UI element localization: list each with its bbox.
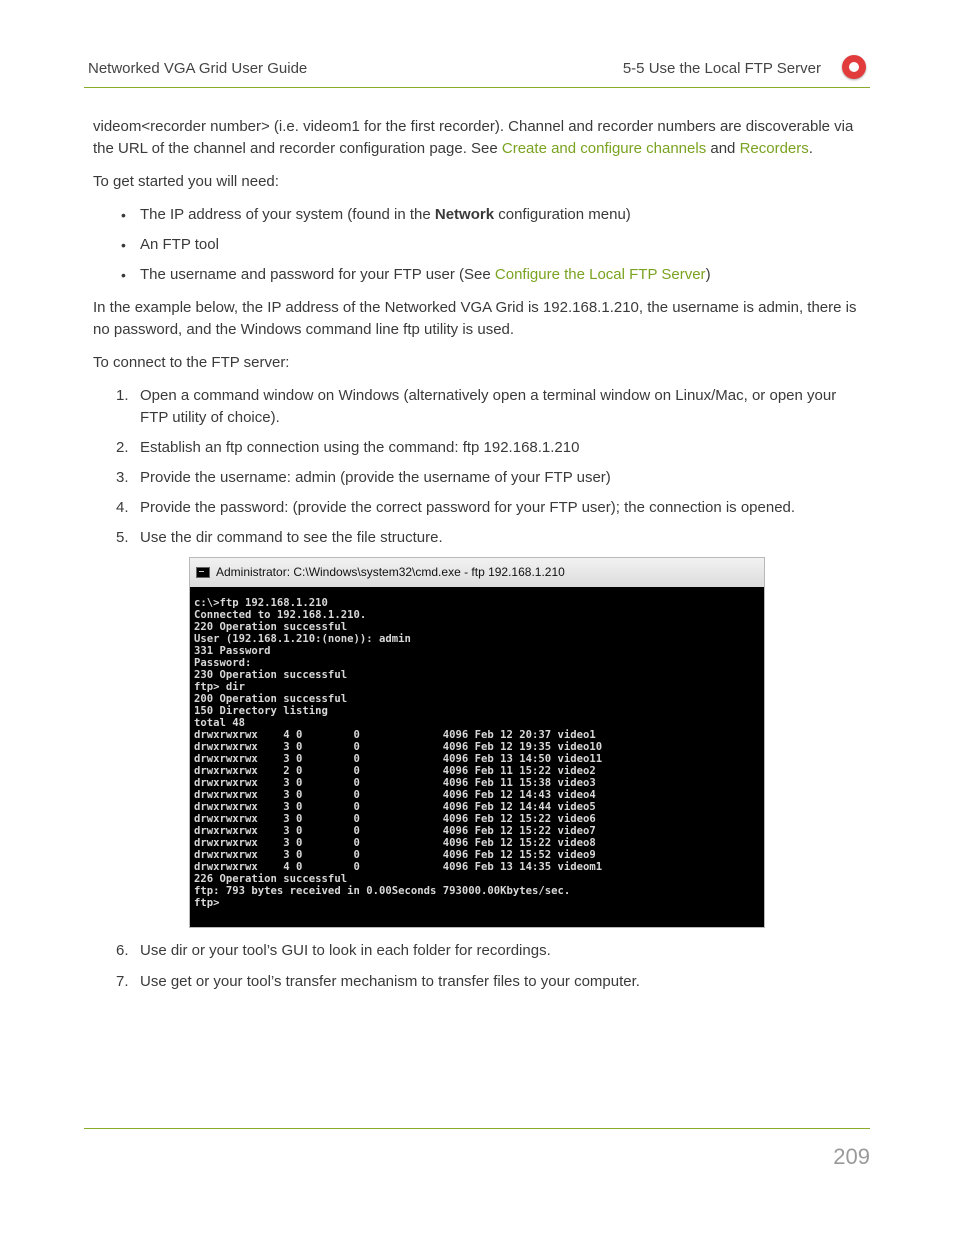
cmd-window-title: Administrator: C:\Windows\system32\cmd.exe - ftp 192.168.1.210 bbox=[216, 565, 565, 579]
step-number: 6. bbox=[116, 942, 129, 959]
intro-period: . bbox=[808, 140, 813, 157]
step-number: 3. bbox=[116, 469, 129, 486]
header-rule bbox=[84, 87, 870, 88]
step-text: Establish an ftp connection using the command: ftp 192.168.1.210 bbox=[140, 439, 580, 456]
list-item bbox=[93, 467, 863, 489]
step-text: Use get or your tool’s transfer mechanism to transfer files to your computer. bbox=[140, 973, 640, 990]
list-item bbox=[93, 497, 863, 519]
list-item: • An FTP tool bbox=[93, 234, 863, 256]
footer-rule bbox=[84, 1128, 870, 1129]
page-content bbox=[93, 116, 863, 557]
list-item bbox=[93, 527, 863, 549]
network-menu-name: Network bbox=[434, 206, 495, 223]
list-item bbox=[93, 204, 863, 226]
record-icon bbox=[842, 55, 866, 79]
step-number: 7. bbox=[116, 973, 129, 990]
step-number: 5. bbox=[116, 529, 129, 546]
step-number: 1. bbox=[116, 387, 129, 404]
intro-text: videom<recorder number> (i.e. videom1 for the first recorder). Channel and recorder numbers are discoverable via the URL of the channel and recorder configuration page. See bbox=[93, 118, 854, 157]
link-configure-local-ftp-server[interactable]: Configure the Local FTP Server bbox=[494, 266, 706, 283]
cmd-window-titlebar bbox=[190, 558, 764, 587]
bullet-text: The IP address of your system (found in the bbox=[140, 206, 435, 223]
intro-and: and bbox=[706, 140, 740, 157]
steps-list bbox=[93, 385, 863, 549]
example-paragraph: In the example below, the IP address of the Networked VGA Grid is 192.168.1.210, the username is admin, there is no password, and the Windows command line ftp utility is used. bbox=[93, 299, 857, 338]
list-item bbox=[93, 971, 863, 993]
step-text: Provide the password: (provide the correct password for your FTP user); the connection is opened. bbox=[140, 499, 796, 516]
list-item bbox=[93, 264, 863, 286]
cmd-prompt-icon bbox=[196, 567, 210, 578]
step-text: Use the dir command to see the file structure. bbox=[140, 529, 443, 546]
bullet-text: configuration menu) bbox=[494, 206, 631, 223]
intro-paragraph bbox=[93, 116, 863, 160]
get-started-paragraph: To get started you will need: bbox=[93, 173, 279, 190]
step-text: Provide the username: admin (provide the username of your FTP user) bbox=[140, 469, 611, 486]
link-recorders[interactable]: Recorders bbox=[739, 140, 809, 157]
step-number: 4. bbox=[116, 499, 129, 516]
list-item bbox=[93, 940, 863, 962]
link-create-configure-channels[interactable]: Create and configure channels bbox=[501, 140, 707, 157]
list-item bbox=[93, 385, 863, 429]
step-text: Open a command window on Windows (alternatively open a terminal window on Linux/Mac, or open your FTP utility of choice). bbox=[140, 387, 837, 426]
step-text: Use dir or your tool’s GUI to look in each folder for recordings. bbox=[140, 942, 551, 959]
step-number: 2. bbox=[116, 439, 129, 456]
running-header-title: Networked VGA Grid User Guide bbox=[88, 60, 308, 77]
bullet-text: ) bbox=[705, 266, 711, 283]
bullet-text: The username and password for your FTP user (See bbox=[140, 266, 495, 283]
running-header-section: 5-5 Use the Local FTP Server bbox=[622, 60, 821, 77]
list-item bbox=[93, 437, 863, 459]
connect-paragraph: To connect to the FTP server: bbox=[93, 354, 290, 371]
requirements-list bbox=[93, 204, 863, 286]
cmd-console-output: c:\>ftp 192.168.1.210 Connected to 192.168.1.210. 220 Operation successful User (192.168.1.210:(none)): admin 331 Password Password: 230 Operation successful ftp> dir 200 Operation successful 150 Directory listing total 48 drwxrwxrwx 4 0 0 4096 Feb 12 20:37 video1 drwxrwxrwx 3 0 0 4096 Feb 12 19:35 video10 drwxrwxrwx 3 0 0 4096 Feb 13 14:50 video11 drwxrwxrwx 2 0 0 4096 Feb 11 15:22 video2 drwxrwxrwx 3 0 0 4096 Feb 11 15:38 video3 drwxrwxrwx 3 0 0 4096 Feb 12 14:43 video4 drwxrwxrwx 3 0 0 4096 Feb 12 14:44 video5 drwxrwxrwx 3 0 0 4096 Feb 12 15:22 video6 drwxrwxrwx 3 0 0 4096 Feb 12 15:22 video7 drwxrwxrwx 3 0 0 4096 Feb 12 15:22 video8 drwxrwxrwx 3 0 0 4096 Feb 12 15:52 video9 drwxrwxrwx 4 0 0 4096 Feb 13 14:35 videom1 226 Operation successful ftp: 793 bytes received in 0.00Seconds 793000.00Kbytes/sec. ftp> bbox=[194, 597, 603, 909]
page-number: 209 bbox=[833, 1144, 870, 1169]
cmd-window-screenshot bbox=[189, 557, 765, 928]
steps-list-continued bbox=[93, 940, 863, 1002]
